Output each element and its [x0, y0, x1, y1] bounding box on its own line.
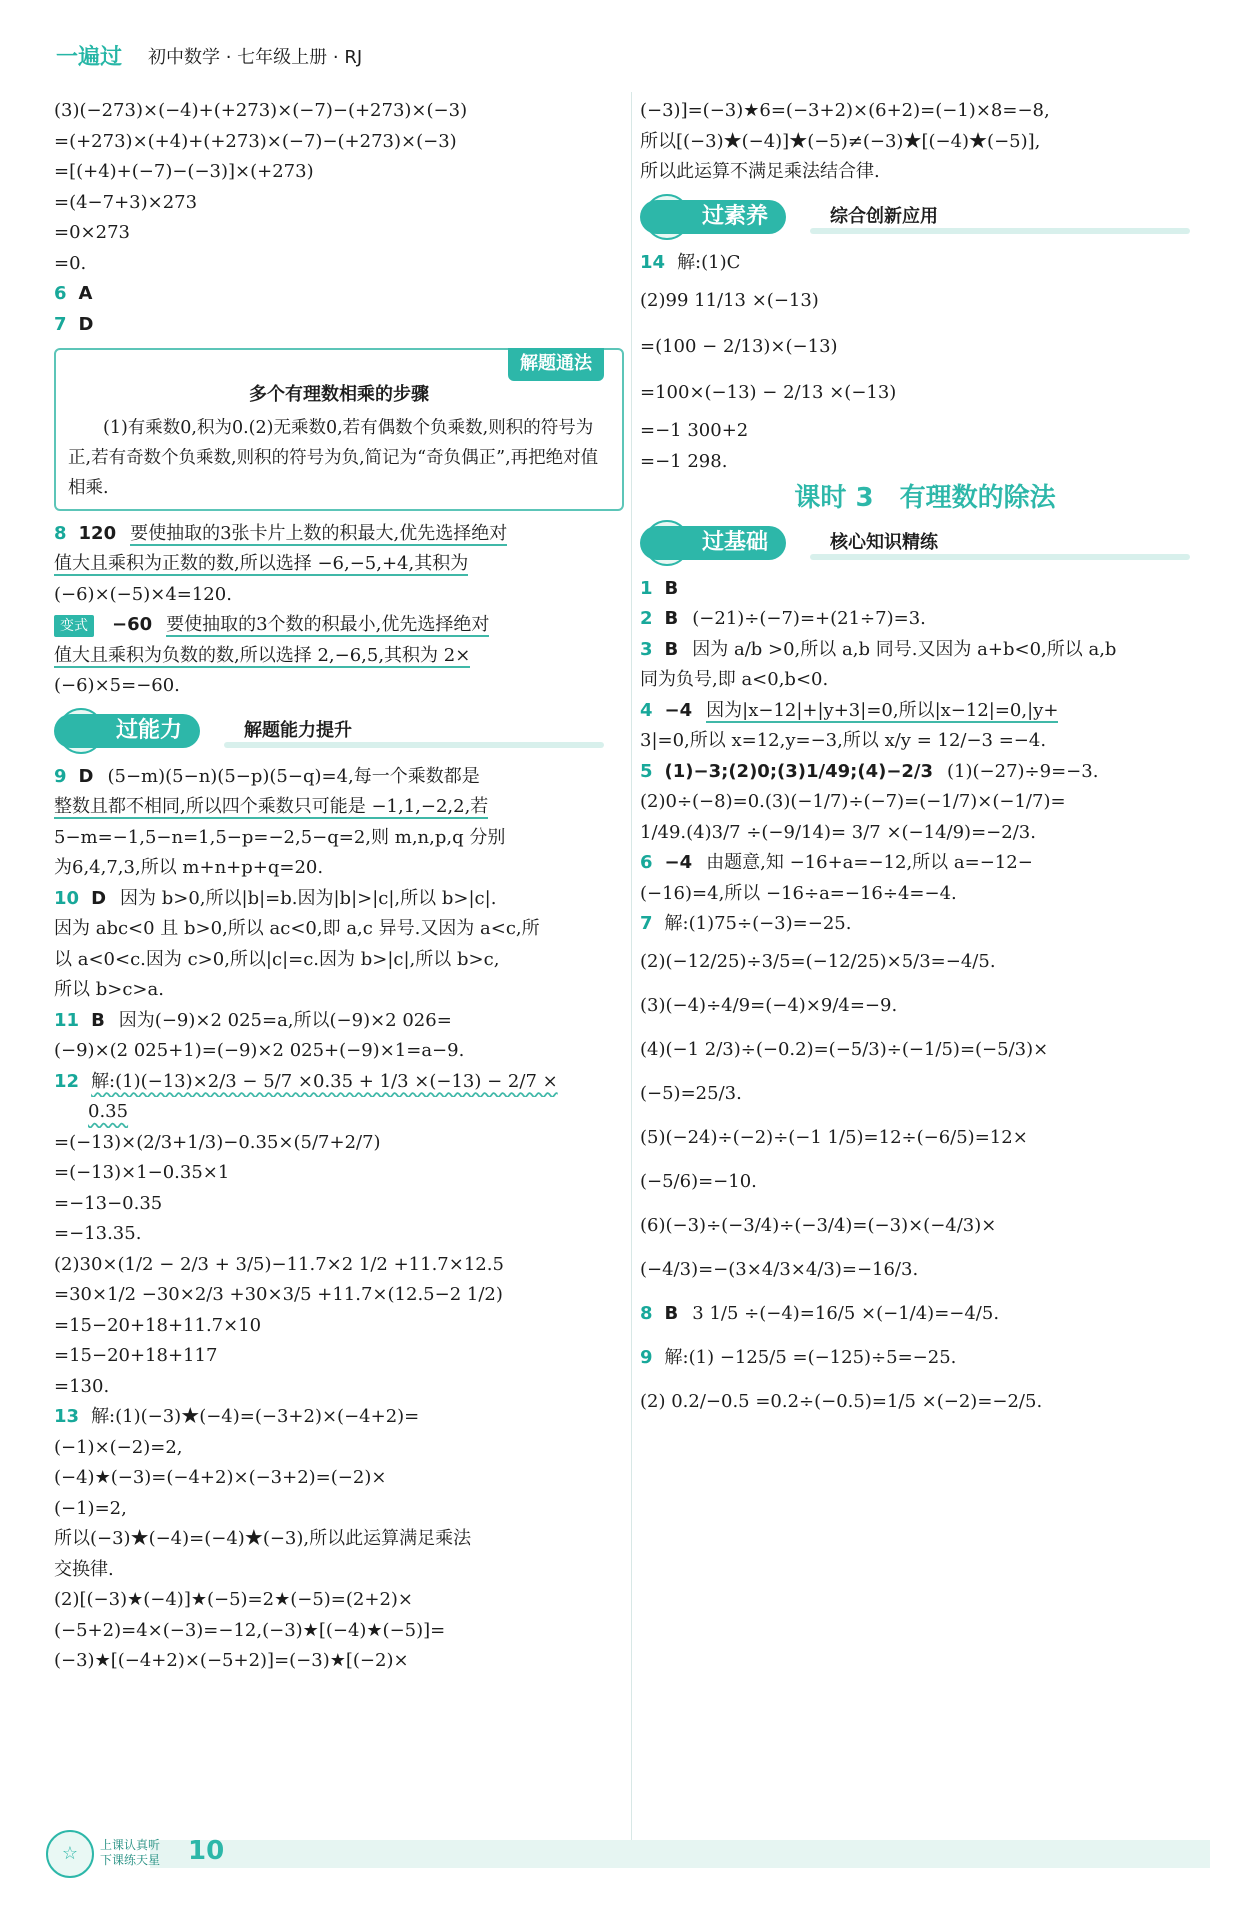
- question-6: [54, 279, 624, 310]
- answer-line: 以 a<0<c.因为 c>0,所以|c|=c.因为 b>|c|,所以 b>c,: [54, 948, 500, 970]
- answer-line: (2)[(−3)★(−4)]★(−5)=2★(−5)=(2+2)×: [54, 1589, 413, 1610]
- question-number: 4: [640, 699, 653, 721]
- answer-line: 因为 abc<0 且 b>0,所以 ac<0,即 a,c 异号.又因为 a<c,所: [54, 918, 540, 939]
- footer-slogan-line: 下课练天星: [100, 1853, 161, 1867]
- answer-text: 要使抽取的3个数的积最小,优先选择绝对: [166, 614, 490, 635]
- question-number: 9: [640, 1346, 653, 1368]
- answer-text: 因为 a/b >0,所以 a,b 同号.又因为 a+b<0,所以 a,b: [692, 638, 1117, 660]
- page-header: [50, 40, 1210, 76]
- answer-value: 120: [78, 522, 117, 544]
- answer-line: =100×(−13) − 2/13 ×(−13): [640, 382, 897, 403]
- answer-line: 所以(−3)★(−4)=(−4)★(−3),所以此运算满足乘法: [54, 1528, 472, 1549]
- answer-line: 3|=0,所以 x=12,y=−3,所以 x/y = 12/−3 =−4.: [640, 730, 1047, 751]
- answer-line: =[(+4)+(−7)−(−3)]×(+273): [54, 161, 314, 182]
- answer-line: (3)(−273)×(−4)+(+273)×(−7)−(+273)×(−3): [54, 100, 468, 121]
- answer-line: (−6)×5=−60.: [54, 675, 180, 696]
- answer-line: =30×1/2 −30×2/3 +30×3/5 +11.7×(12.5−2 1/2): [54, 1284, 503, 1305]
- answer-line: =−1 298.: [640, 450, 728, 472]
- answer-text: 值大且乘积为负数的数,所以选择 2,−6,5,其积为 2×: [54, 644, 471, 666]
- answer-line: [54, 1097, 624, 1128]
- answer-text: (1)(−27)÷9=−3.: [947, 760, 1099, 782]
- answer-value: −4: [664, 852, 693, 873]
- question-number: 11: [54, 1009, 80, 1031]
- answer-text: 由题意,知 −16+a=−12,所以 a=−12−: [706, 852, 1033, 873]
- answer-choice: A: [78, 283, 93, 304]
- answer-line: (−3)★[(−4+2)×(−5+2)]=(−3)★[(−2)×: [54, 1650, 409, 1671]
- question-number: 6: [640, 852, 653, 873]
- answer-text: 解:(1)(−13)×2/3 − 5/7 ×0.35 + 1/3 ×(−13) − 2/7 ×: [91, 1070, 558, 1092]
- variant-question: [54, 610, 624, 641]
- answer-text: 解:(1) −125/5 =(−125)÷5=−25.: [664, 1346, 957, 1368]
- mascot-icon: ☆: [46, 1830, 94, 1878]
- answer-line: 1/49.(4)3/7 ÷(−9/14)= 3/7 ×(−14/9)=−2/3.: [640, 821, 1036, 843]
- answer-text: 因为(−9)×2 025=a,所以(−9)×2 026=: [118, 1009, 452, 1031]
- answer-line: =−13.35.: [54, 1223, 142, 1244]
- question-3: [640, 635, 1210, 666]
- section-banner-literacy: [640, 198, 1210, 238]
- question-9: [54, 762, 624, 793]
- question-14: [640, 248, 1210, 279]
- question-number: 8: [54, 522, 67, 544]
- question-number: 5: [640, 760, 653, 782]
- question-2: [640, 604, 1210, 635]
- answer-choice: B: [664, 577, 679, 599]
- answer-value: (1)−3;(2)0;(3)1/49;(4)−2/3: [664, 760, 934, 782]
- lesson-title: 课时 3 有理数的除法: [794, 483, 1056, 513]
- page-number: 10: [188, 1836, 225, 1866]
- answer-text: (5−m)(5−n)(5−p)(5−q)=4,每一个乘数都是: [107, 765, 480, 787]
- question-number: 10: [54, 887, 80, 909]
- answer-line: (6)(−3)÷(−3/4)÷(−3/4)=(−3)×(−4/3)×: [640, 1214, 997, 1236]
- answer-line: [54, 549, 624, 580]
- answer-value: −4: [664, 699, 693, 721]
- answer-line: =130.: [54, 1375, 110, 1397]
- question-number: 7: [640, 913, 653, 934]
- answer-line: 为6,4,7,3,所以 m+n+p+q=20.: [54, 857, 324, 878]
- footer-slogan: [100, 1838, 160, 1868]
- answer-line: (−4)★(−3)=(−4+2)×(−3+2)=(−2)×: [54, 1467, 387, 1488]
- answer-line: (−3)]=(−3)★6=(−3+2)×(6+2)=(−1)×8=−8,: [640, 100, 1050, 121]
- answer-line: (−1)=2,: [54, 1497, 127, 1519]
- answer-line: =0×273: [54, 222, 130, 243]
- answer-line: =15−20+18+117: [54, 1345, 218, 1366]
- answer-line: 5−m=−1,5−n=1,5−p=−2,5−q=2,则 m,n,p,q 分别: [54, 826, 506, 848]
- answer-text: 0.35: [88, 1101, 129, 1122]
- section-banner-basics: [640, 524, 1210, 564]
- banner-subtitle: 解题能力提升: [244, 719, 352, 741]
- method-title: 多个有理数相乘的步骤: [249, 384, 429, 405]
- question-number: 1: [640, 577, 653, 599]
- question-4: [640, 696, 1210, 727]
- left-column: [54, 96, 624, 1677]
- answer-line: (−5)=25/3.: [640, 1082, 742, 1104]
- answer-line: =(100 − 2/13)×(−13): [640, 336, 838, 357]
- method-tag: 解题通法: [508, 348, 604, 381]
- banner-title: 过素养: [640, 200, 786, 234]
- answer-line: (−9)×(2 025+1)=(−9)×2 025+(−9)×1=a−9.: [54, 1040, 465, 1061]
- answer-text: 值大且乘积为正数的数,所以选择 −6,−5,+4,其积为: [54, 553, 469, 574]
- answer-line: 交换律.: [54, 1558, 114, 1580]
- answer-line: (−5/6)=−10.: [640, 1170, 757, 1192]
- answer-text: (−21)÷(−7)=+(21÷7)=3.: [692, 608, 926, 629]
- answer-line: (4)(−1 2/3)÷(−0.2)=(−5/3)÷(−1/5)=(−5/3)×: [640, 1038, 1049, 1060]
- question-number: 7: [54, 313, 67, 335]
- question-6: [640, 848, 1210, 879]
- answer-line: 所以[(−3)★(−4)]★(−5)≠(−3)★[(−4)★(−5)],: [640, 130, 1041, 152]
- question-number: 12: [54, 1070, 80, 1092]
- banner-subtitle: 核心知识精练: [830, 531, 938, 553]
- answer-line: 所以此运算不满足乘法结合律.: [640, 161, 880, 182]
- answer-line: =(−13)×1−0.35×1: [54, 1162, 230, 1183]
- answer-line: (−1)×(−2)=2,: [54, 1436, 183, 1458]
- answer-value: −60: [112, 614, 153, 635]
- question-number: 6: [54, 283, 67, 304]
- question-number: 8: [640, 1302, 653, 1324]
- banner-title: 过基础: [640, 526, 786, 560]
- answer-line: (2) 0.2/−0.5 =0.2÷(−0.5)=1/5 ×(−2)=−2/5.: [640, 1390, 1043, 1412]
- brand-logo: 一遍过: [56, 45, 123, 70]
- answer-text: 解:(1)75÷(−3)=−25.: [664, 913, 852, 934]
- answer-line: (3)(−4)÷4/9=(−4)×9/4=−9.: [640, 994, 898, 1016]
- answer-choice: B: [664, 1302, 679, 1324]
- page-footer: [40, 1830, 1210, 1878]
- answer-choice: D: [78, 313, 94, 335]
- method-box: [54, 348, 624, 511]
- answer-text: 3 1/5 ÷(−4)=16/5 ×(−1/4)=−4/5.: [692, 1302, 1000, 1324]
- question-number: 3: [640, 638, 653, 660]
- question-number: 13: [54, 1406, 80, 1427]
- answer-text: 要使抽取的3张卡片上数的积最大,优先选择绝对: [130, 522, 508, 544]
- answer-line: =(+273)×(+4)+(+273)×(−7)−(+273)×(−3): [54, 130, 457, 152]
- answer-line: 所以 b>c>a.: [54, 979, 164, 1000]
- section-banner-ability: [54, 712, 624, 752]
- question-number: 2: [640, 608, 653, 629]
- answer-line: =−1 300+2: [640, 420, 749, 441]
- answer-line: =(4−7+3)×273: [54, 191, 198, 213]
- question-1: [640, 574, 1210, 605]
- answer-choice: B: [664, 608, 679, 629]
- question-number: 14: [640, 251, 666, 273]
- column-divider: [631, 92, 632, 1862]
- right-column: [640, 96, 1210, 1424]
- answer-text: 因为 b>0,所以|b|=b.因为|b|>|c|,所以 b>|c|.: [120, 887, 497, 909]
- question-11: [54, 1006, 624, 1037]
- banner-title: 过能力: [54, 714, 200, 748]
- answer-line: (2)0÷(−8)=0.(3)(−1/7)÷(−7)=(−1/7)×(−1/7)=: [640, 791, 1066, 812]
- question-7: [54, 310, 624, 341]
- banner-subtitle: 综合创新应用: [830, 205, 938, 227]
- question-8: [640, 1292, 1210, 1336]
- answer-choice: D: [78, 765, 94, 787]
- variant-tag: 变式: [54, 615, 94, 637]
- answer-line: [54, 641, 624, 672]
- answer-line: (2)(−12/25)÷3/5=(−12/25)×5/3=−4/5.: [640, 950, 996, 972]
- answer-text: 解:(1)(−3)★(−4)=(−3+2)×(−4+2)=: [91, 1406, 420, 1427]
- answer-line: (2)99 11/13 ×(−13): [640, 290, 819, 311]
- footer-bar: [150, 1840, 1210, 1868]
- answer-line: =0.: [54, 252, 87, 274]
- question-9: [640, 1336, 1210, 1380]
- question-12: [54, 1067, 624, 1098]
- answer-line: (5)(−24)÷(−2)÷(−1 1/5)=12÷(−6/5)=12×: [640, 1126, 1028, 1148]
- book-subject: 初中数学 · 七年级上册 · RJ: [148, 47, 363, 68]
- question-10: [54, 884, 624, 915]
- answer-line: (−5+2)=4×(−3)=−12,(−3)★[(−4)★(−5)]=: [54, 1619, 446, 1641]
- answer-text: 解:(1)C: [677, 251, 741, 273]
- answer-line: =15−20+18+11.7×10: [54, 1314, 262, 1336]
- question-7: [640, 909, 1210, 940]
- answer-line: (2)30×(1/2 − 2/3 + 3/5)−11.7×2 1/2 +11.7×12.5: [54, 1253, 504, 1275]
- answer-text: 整数且都不相同,所以四个乘数只可能是 −1,1,−2,2,若: [54, 796, 489, 817]
- question-13: [54, 1402, 624, 1433]
- question-5: [640, 757, 1210, 788]
- answer-choice: D: [91, 887, 107, 909]
- footer-slogan-line: 上课认真听: [100, 1838, 161, 1852]
- answer-text: 因为|x−12|+|y+3|=0,所以|x−12|=0,|y+: [706, 699, 1059, 721]
- answer-line: [54, 792, 624, 823]
- answer-choice: B: [664, 638, 679, 660]
- answer-line: (−4/3)=−(3×4/3×4/3)=−16/3.: [640, 1258, 919, 1280]
- answer-line: =−13−0.35: [54, 1192, 163, 1214]
- answer-line: (−6)×(−5)×4=120.: [54, 583, 232, 605]
- answer-line: =(−13)×(2/3+1/3)−0.35×(5/7+2/7): [54, 1131, 381, 1153]
- method-text: (1)有乘数0,积为0.(2)无乘数0,若有偶数个负乘数,则积的符号为正,若有奇数个负乘数,则积的符号为负,简记为“奇负偶正”,再把绝对值相乘.: [68, 417, 599, 498]
- question-8: [54, 519, 624, 550]
- question-number: 9: [54, 765, 67, 787]
- answer-choice: B: [91, 1009, 105, 1031]
- answer-line: (−16)=4,所以 −16÷a=−16÷4=−4.: [640, 882, 957, 904]
- answer-line: 同为负号,即 a<0,b<0.: [640, 669, 829, 690]
